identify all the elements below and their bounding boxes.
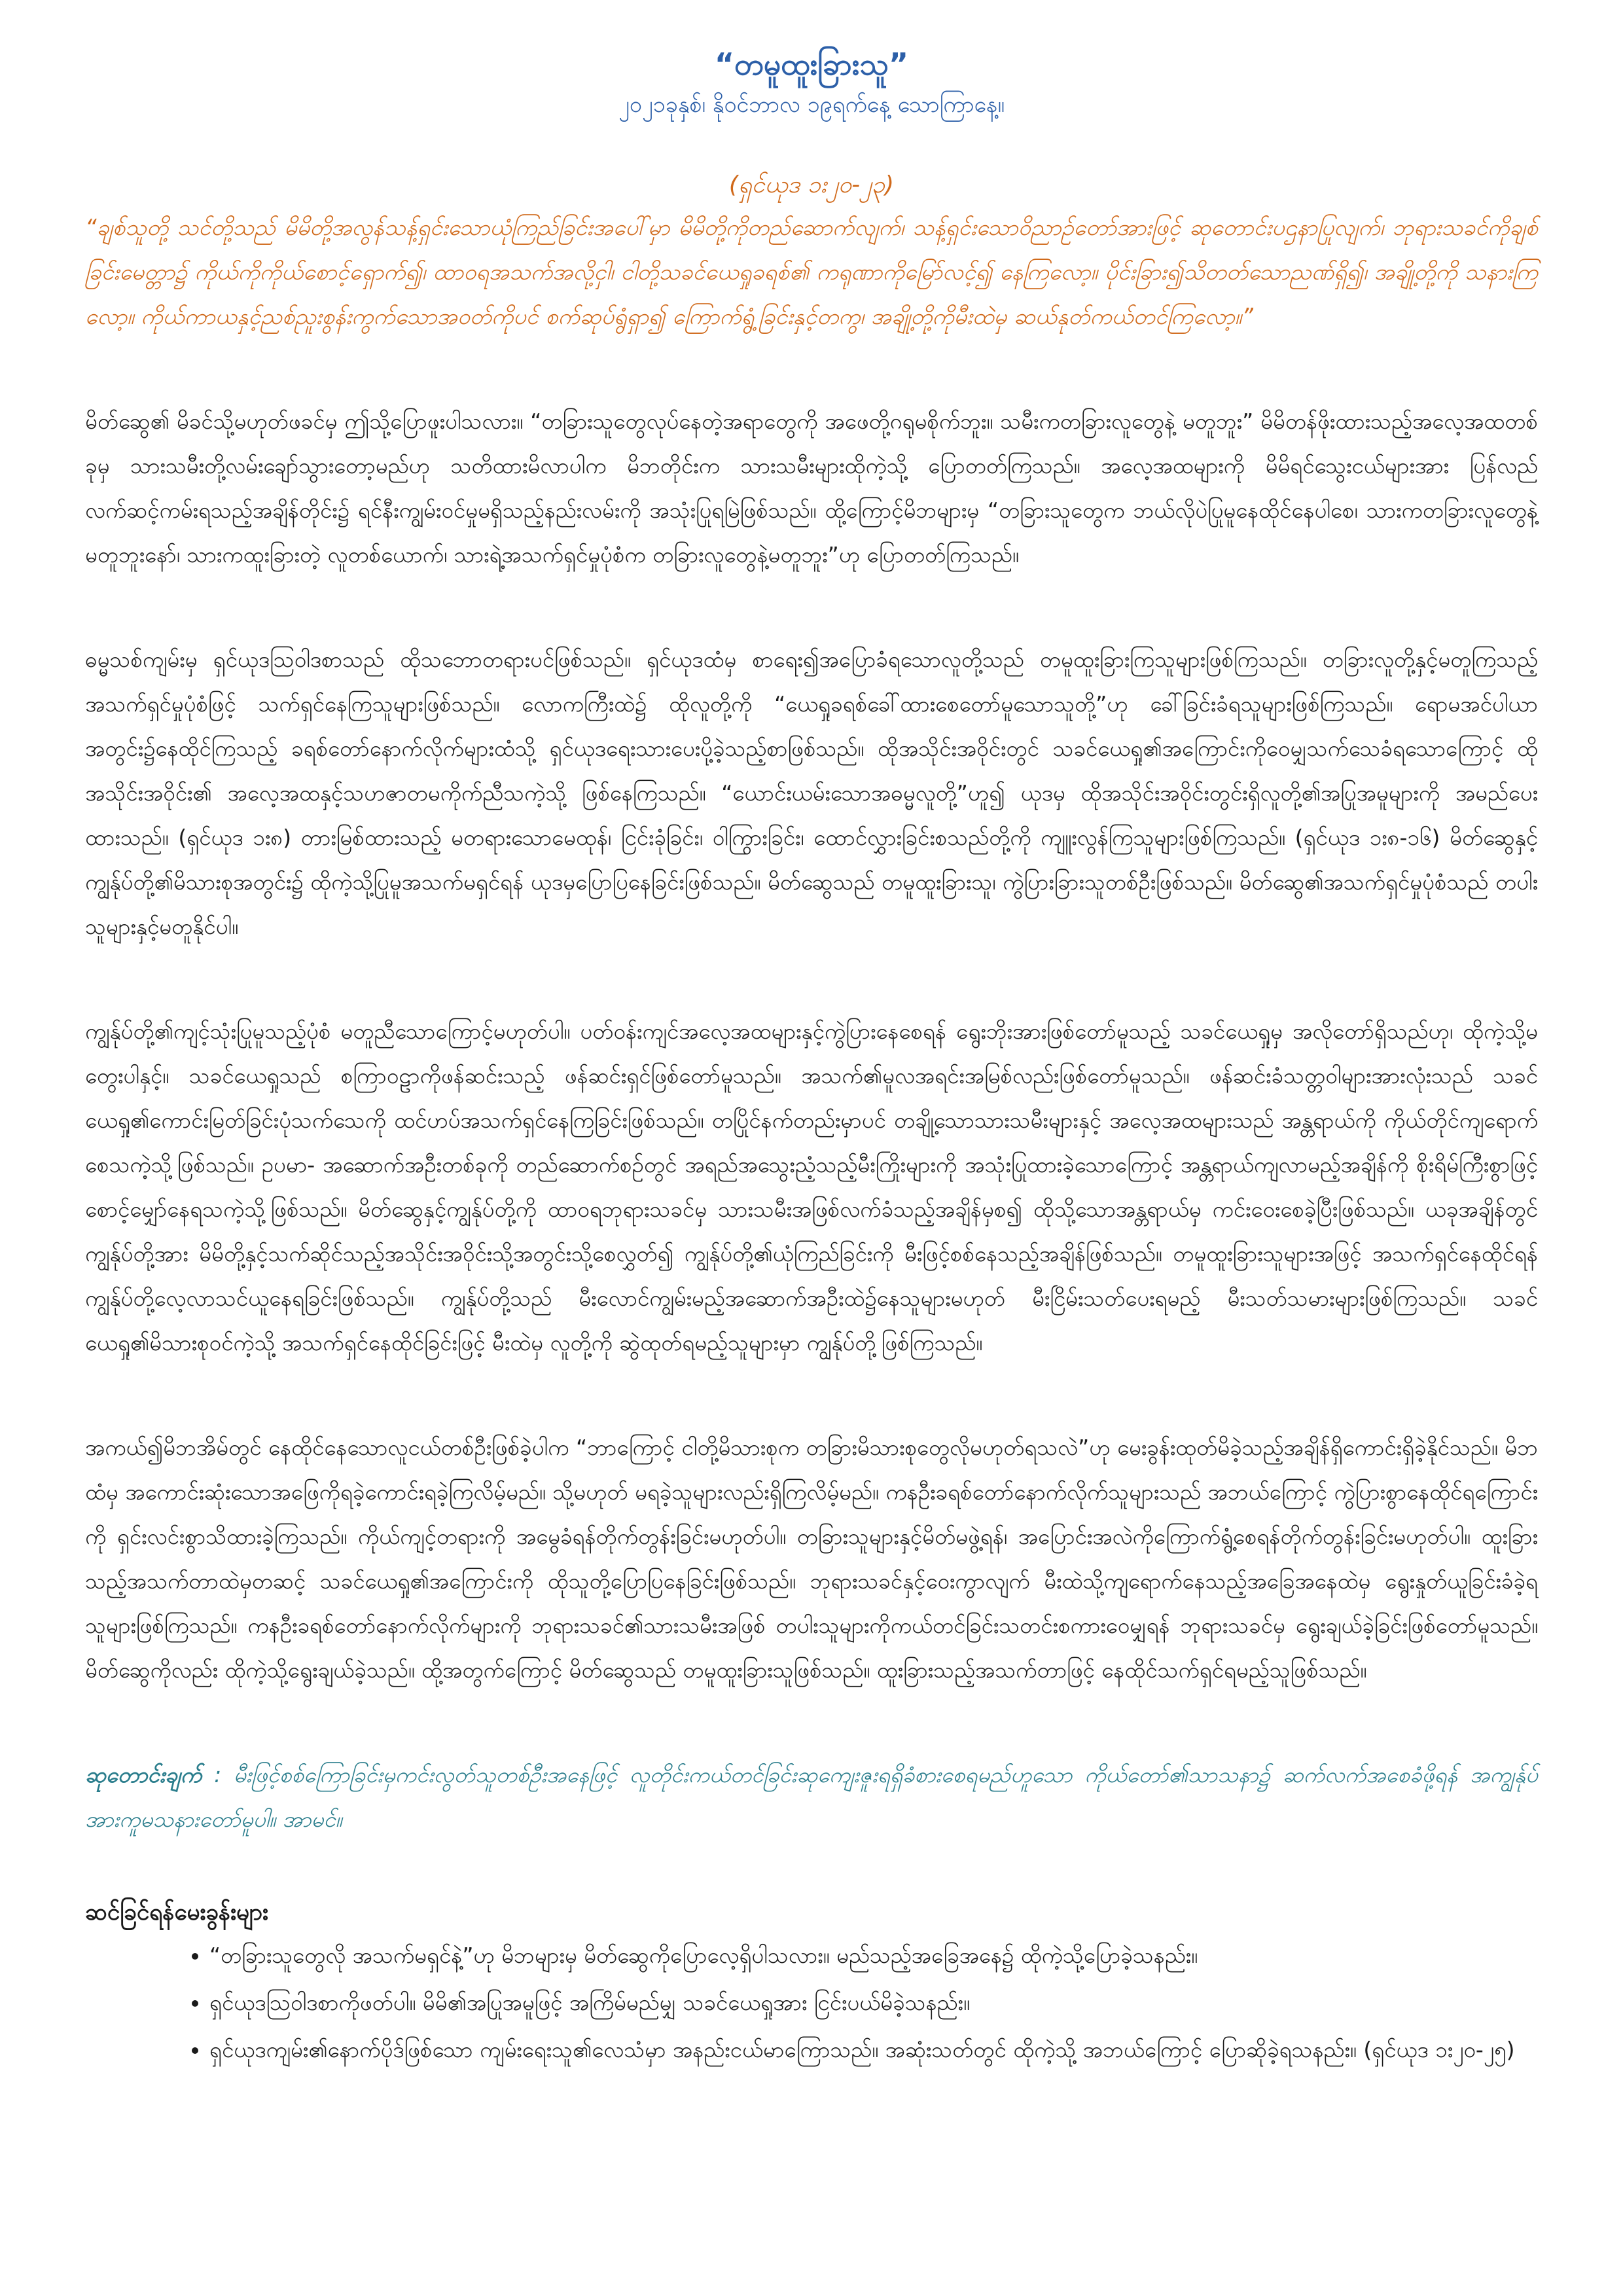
- body-paragraph-2: ဓမ္မသစ်ကျမ်းမှ ရှင်ယုဒဩဝါဒစာသည် ထိုသဘောတရားပင်ဖြစ်သည်။ ရှင်ယုဒထံမှ စာရေး၍အပြောခံရသောလူတို့သည် တမူထူးခြားကြသူများဖြစ်ကြသည်။ တခြားလူတို့နှင့်မတူကြသည့် အသက်ရှင်မှုပုံစံဖြင့် သက်ရှင်နေကြသူများဖြစ်သည်။ လောကကြီးထဲ၌ ထိုလူတို့ကို “ယေရှုခရစ်ခေါ်ထားစေတော်မူသောသူတို့”ဟု ခေါ်ခြင်းခံရသူများဖြစ်ကြသည်။ ရောမအင်ပါယာအတွင်း၌နေထိုင်ကြသည့် ခရစ်တော်နောက်လိုက်များထံသို့ ရှင်ယုဒရေးသားပေးပို့ခဲ့သည့်စာဖြစ်သည်။ ထိုအသိုင်းအဝိုင်းတွင် သခင်ယေရှု၏အကြောင်းကိုဝေမျှသက်သေခံရသောကြောင့် ထိုအသိုင်းအဝိုင်း၏ အလေ့အထနှင့်သဟဇာတမကိုက်ညီသကဲ့သို့ ဖြစ်နေကြသည်။ “ယောင်းယမ်းသောအဓမ္မလူတို့”ဟူ၍ ယုဒမှ ထိုအသိုင်းအဝိုင်းတွင်းရှိလူတို့၏အပြုအမူများကို အမည်ပေးထားသည်။ (ရှင်ယုဒ ၁း၈) တားမြစ်ထားသည့် မတရားသောမေထုန်၊ ငြင်းခုံခြင်း၊ ဝါကြွားခြင်း၊ ထောင်လွှားခြင်းစသည်တို့ကို ကျူးလွန်ကြသူများဖြစ်ကြသည်။ (ရှင်ယုဒ ၁း၈-၁၆) မိတ်ဆွေနှင့် ကျွန်ုပ်တို့၏မိသားစုအတွင်း၌ ထိုကဲ့သို့ပြုမူအသက်မရှင်ရန် ယုဒမှပြောပြနေခြင်းဖြစ်သည်။ မိတ်ဆွေသည် တမူထူးခြားသူ၊ ကွဲပြားခြားသူတစ်ဦးဖြစ်သည်။ မိတ်ဆွေ၏အသက်ရှင်မှုပုံစံသည် တပါးသူများနှင့်မတူနိုင်ပါ။: [85, 647, 1538, 940]
- scripture-quote: “ချစ်သူတို့ သင်တို့သည် မိမိတို့အလွန်သန့်ရှင်းသောယုံကြည်ခြင်းအပေါ်မှာ မိမိတို့ကိုတည်ဆောက်လျက်၊ သန့်ရှင်းသောဝိညာဉ်တော်အားဖြင့် ဆုတောင်းပဌနာပြုလျက်၊ ဘုရားသခင်ကိုချစ်ခြင်းမေတ္တာ၌ ကိုယ်ကိုကိုယ်စောင့်ရှောက်၍၊ ထာဝရအသက်အလို့ငှါ၊ ငါတို့သခင်ယေရှုခရစ်၏ ကရုဏာကိုမြော်လင့်၍ နေကြလော့။ ပိုင်းခြား၍သိတတ်သောညဏ်ရှိ၍၊ အချို့တို့ကို သနားကြလော့။ ကိုယ်ကာယနှင့်ညစ်ညူးစွန်းကွက်သောအဝတ်ကိုပင် စက်ဆုပ်ရွံရှာ၍ ကြောက်ရွံ့ခြင်းနှင့်တကွ၊ အချို့တို့ကိုမီးထဲမှ ဆယ်နုတ်ကယ်တင်ကြလော့။”: [85, 215, 1538, 331]
- page-title: “တမူထူးခြားသူ”: [714, 46, 909, 82]
- page-date: ၂၀၂၁ခုနှစ်၊ နိုဝင်ဘာလ ၁၉ရက်နေ့ သောကြာနေ့။: [618, 91, 1005, 118]
- question-item-1: • “တခြားသူတွေလို အသက်မရှင်နဲ့”ဟု မိဘများမှ မိတ်ဆွေကိုပြောလေ့ရှိပါသလား။ မည်သည့်အခြေအနေ၌ ထိုကဲ့သို့ပြောခဲ့သနည်း။: [209, 1935, 1538, 1977]
- body-paragraph-1: မိတ်ဆွေ၏ မိခင်သို့မဟုတ်ဖခင်မှ ဤသို့ပြောဖူးပါသလား။ “တခြားသူတွေလုပ်နေတဲ့အရာတွေကို အဖေတို့ဂရုမစိုက်ဘူး။ သမီးကတခြားလူတွေနဲ့ မတူဘူး” မိမိတန်ဖိုးထားသည့်အလေ့အထတစ်ခုမှ သားသမီးတို့လမ်းချော်သွားတော့မည်ဟု သတိထားမိလာပါက မိဘတိုင်းက သားသမီးများထိုကဲ့သို့ ပြောတတ်ကြသည်။ အလေ့အထများကို မိမိရင်သွေးငယ်များအား ပြန်လည်လက်ဆင့်ကမ်းရသည့်အချိန်တိုင်း၌ ရင်နီးကျွမ်းဝင်မှုမရှိသည့်နည်းလမ်းကို အသုံးပြုရမြဲဖြစ်သည်။ ထို့ကြောင့်မိဘများမှ “တခြားသူတွေက ဘယ်လိုပဲပြုမူနေထိုင်နေပါစေ၊ သားကတခြားလူတွေနဲ့မတူဘူးနော်၊ သားကထူးခြားတဲ့ လူတစ်ယောက်၊ သားရဲ့အသက်ရှင်မှုပုံစံက တခြားလူတွေနဲ့မတူဘူး”ဟု ပြောတတ်ကြသည်။: [85, 408, 1538, 568]
- scripture-reference: (ရှင်ယုဒ ၁း၂၀-၂၃): [728, 171, 895, 198]
- prayer-separator: :: [202, 1762, 234, 1788]
- question-item-2: • ရှင်ယုဒဩဝါဒစာကိုဖတ်ပါ။ မိမိ၏အပြုအမူဖြင့် အကြိမ်မည်မျှ သခင်ယေရှုအား ငြင်းပယ်မိခဲ့သနည်း။: [209, 1982, 1538, 2024]
- questions-list: [85, 1935, 1538, 2071]
- prayer-text: မီးဖြင့်စစ်ကြောခြင်းမှကင်းလွတ်သူတစ်ဦးအနေဖြင့် လူတိုင်းကယ်တင်ခြင်းဆုကျေးဇူးရရှိခံစားစေရမည်ဟူသော ကိုယ်တော်၏သာသနာ၌ ဆက်လက်အစေခံဖို့ရန် အကျွန်ုပ်အားကူမသနားတော်မူပါ။ အာမင်။: [85, 1762, 1538, 1833]
- prayer-label: ဆုတောင်းချက်: [85, 1762, 202, 1788]
- body-paragraph-3: ကျွန်ုပ်တို့၏ကျင့်သုံးပြုမူသည့်ပုံစံ မတူညီသောကြောင့်မဟုတ်ပါ။ ပတ်ဝန်းကျင်အလေ့အထများနှင့်ကွဲပြားနေစေရန် ရွေးဘိုးအားဖြစ်တော်မူသည့် သခင်ယေရှုမှ အလိုတော်ရှိသည်ဟု၊ ထိုကဲ့သို့မတွေးပါနှင့်။ သခင်ယေရှုသည် စကြာဝဠာကိုဖန်ဆင်းသည့် ဖန်ဆင်းရှင်ဖြစ်တော်မူသည်။ အသက်၏မူလအရင်းအမြစ်လည်းဖြစ်တော်မူသည်။ ဖန်ဆင်းခံသတ္တဝါများအားလုံးသည် သခင်ယေရှု၏ကောင်းမြတ်ခြင်းပုံသက်သေကို ထင်ဟပ်အသက်ရှင်နေကြခြင်းဖြစ်သည်။ တပြိုင်နက်တည်းမှာပင် တချို့သောသားသမီးများနှင့် အလေ့အထများသည် အန္တရာယ်ကို ကိုယ်တိုင်ကျရောက်စေသကဲ့သို့ဖြစ်သည်။ ဥပမာ- အဆောက်အဦးတစ်ခုကို တည်ဆောက်စဉ်တွင် အရည်အသွေးညံ့သည့်မီးကြိုးများကို အသုံးပြုထားခဲ့သောကြောင့် အန္တရာယ်ကျလာမည့်အချိန်ကို စိုးရိမ်ကြီးစွာဖြင့်စောင့်မျှော်နေရသကဲ့သို့ဖြစ်သည်။ မိတ်ဆွေနှင့်ကျွန်ုပ်တို့ကို ထာဝရဘုရားသခင်မှ သားသမီးအဖြစ်လက်ခံသည့်အချိန်မှစ၍ ထိုသို့သောအန္တရာယ်မှ ကင်းဝေးစေခဲ့ပြီးဖြစ်သည်။ ယခုအချိန်တွင် ကျွန်ုပ်တို့အား မိမိတို့နှင့်သက်ဆိုင်သည့်အသိုင်းအဝိုင်းသို့အတွင်းသို့စေလွှတ်၍ ကျွန်ုပ်တို့၏ယုံကြည်ခြင်းကို မီးဖြင့်စစ်နေသည့်အချိန်ဖြစ်သည်။ တမူထူးခြားသူများအဖြင့် အသက်ရှင်နေထိုင်ရန် ကျွန်ုပ်တို့လေ့လာသင်ယူနေရခြင်းဖြစ်သည်။ ကျွန်ုပ်တို့သည် မီးလောင်ကျွမ်းမည့်အဆောက်အဦးထဲ၌နေသူများမဟုတ် မီးငြိမ်းသတ်ပေးရမည့် မီးသတ်သမားများဖြစ်ကြသည်။ သခင်ယေရှု၏မိသားစုဝင်ကဲ့သို့ အသက်ရှင်နေထိုင်ခြင်းဖြင့် မီးထဲမှ လူတို့ကို ဆွဲထုတ်ရမည့်သူများမှာ ကျွန်ုပ်တို့ဖြစ်ကြသည်။: [85, 1018, 1538, 1356]
- prayer-block: [85, 1753, 1538, 1842]
- body-paragraph-4: အကယ်၍မိဘအိမ်တွင် နေထိုင်နေသောလူငယ်တစ်ဦးဖြစ်ခဲ့ပါက “ဘာကြောင့် ငါတို့မိသားစုက တခြားမိသားစုတွေလိုမဟုတ်ရသလဲ”ဟု မေးခွန်းထုတ်မိခဲ့သည့်အချိန်ရှိကောင်းရှိခဲ့နိုင်သည်။ မိဘထံမှ အကောင်းဆုံးသောအဖြေကိုရခဲ့ကောင်းရခဲ့ကြလိမ့်မည်။ သို့မဟုတ် မရခဲ့သူများလည်းရှိကြလိမ့်မည်။ ကနဦးခရစ်တော်နောက်လိုက်သူများသည် အဘယ်ကြောင့် ကွဲပြားစွာနေထိုင်ရကြောင်းကို ရှင်းလင်းစွာသိထားခဲ့ကြသည်။ ကိုယ်ကျင့်တရားကို အမွေခံရန်တိုက်တွန်းခြင်းမဟုတ်ပါ။ တခြားသူများနှင့်မိတ်မဖွဲ့ရန်၊ အပြောင်းအလဲကိုကြောက်ရွံ့စေရန်တိုက်တွန်းခြင်းမဟုတ်ပါ။ ထူးခြား သည့်အသက်တာထဲမှတဆင့် သခင်ယေရှု၏အကြောင်းကို ထိုသူတို့ပြောပြနေခြင်းဖြစ်သည်။ ဘုရားသခင်နှင့်ဝေးကွာလျက် မီးထဲသို့ကျရောက်နေသည့်အခြေအနေထဲမှ ရွေးနှုတ်ယူခြင်းခံခဲ့ရသူများဖြစ်ကြသည်။ ကနဦးခရစ်တော်နောက်လိုက်များကို ဘုရားသခင်၏သားသမီးအဖြစ် တပါးသူများကိုကယ်တင်ခြင်းသတင်းစကားဝေမျှရန် ဘုရားသခင်မှ ရွေးချယ်ခဲ့ခြင်းဖြစ်တော်မူသည်။ မိတ်ဆွေကိုလည်း ထိုကဲ့သို့ရွေးချယ်ခဲ့သည်။ ထို့အတွက်ကြောင့် မိတ်ဆွေသည် တမူထူးခြားသူဖြစ်သည်။ ထူးခြားသည့်အသက်တာဖြင့် နေထိုင်သက်ရှင်ရမည့်သူဖြစ်သည်။: [85, 1435, 1538, 1683]
- question-item-3: • ရှင်ယုဒကျမ်း၏နောက်ပိုဒ်ဖြစ်သော ကျမ်းရေးသူ၏လေသံမှာ အနည်းငယ်မာကြောသည်။ အဆုံးသတ်တွင် ထိုကဲ့သို့ အဘယ်ကြောင့် ပြောဆိုခဲ့ရသနည်း။ (ရှင်ယုဒ ၁း၂၀-၂၅): [209, 2029, 1538, 2071]
- questions-heading: ဆင်ခြင်ရန်မေးခွန်းများ: [85, 1899, 268, 1926]
